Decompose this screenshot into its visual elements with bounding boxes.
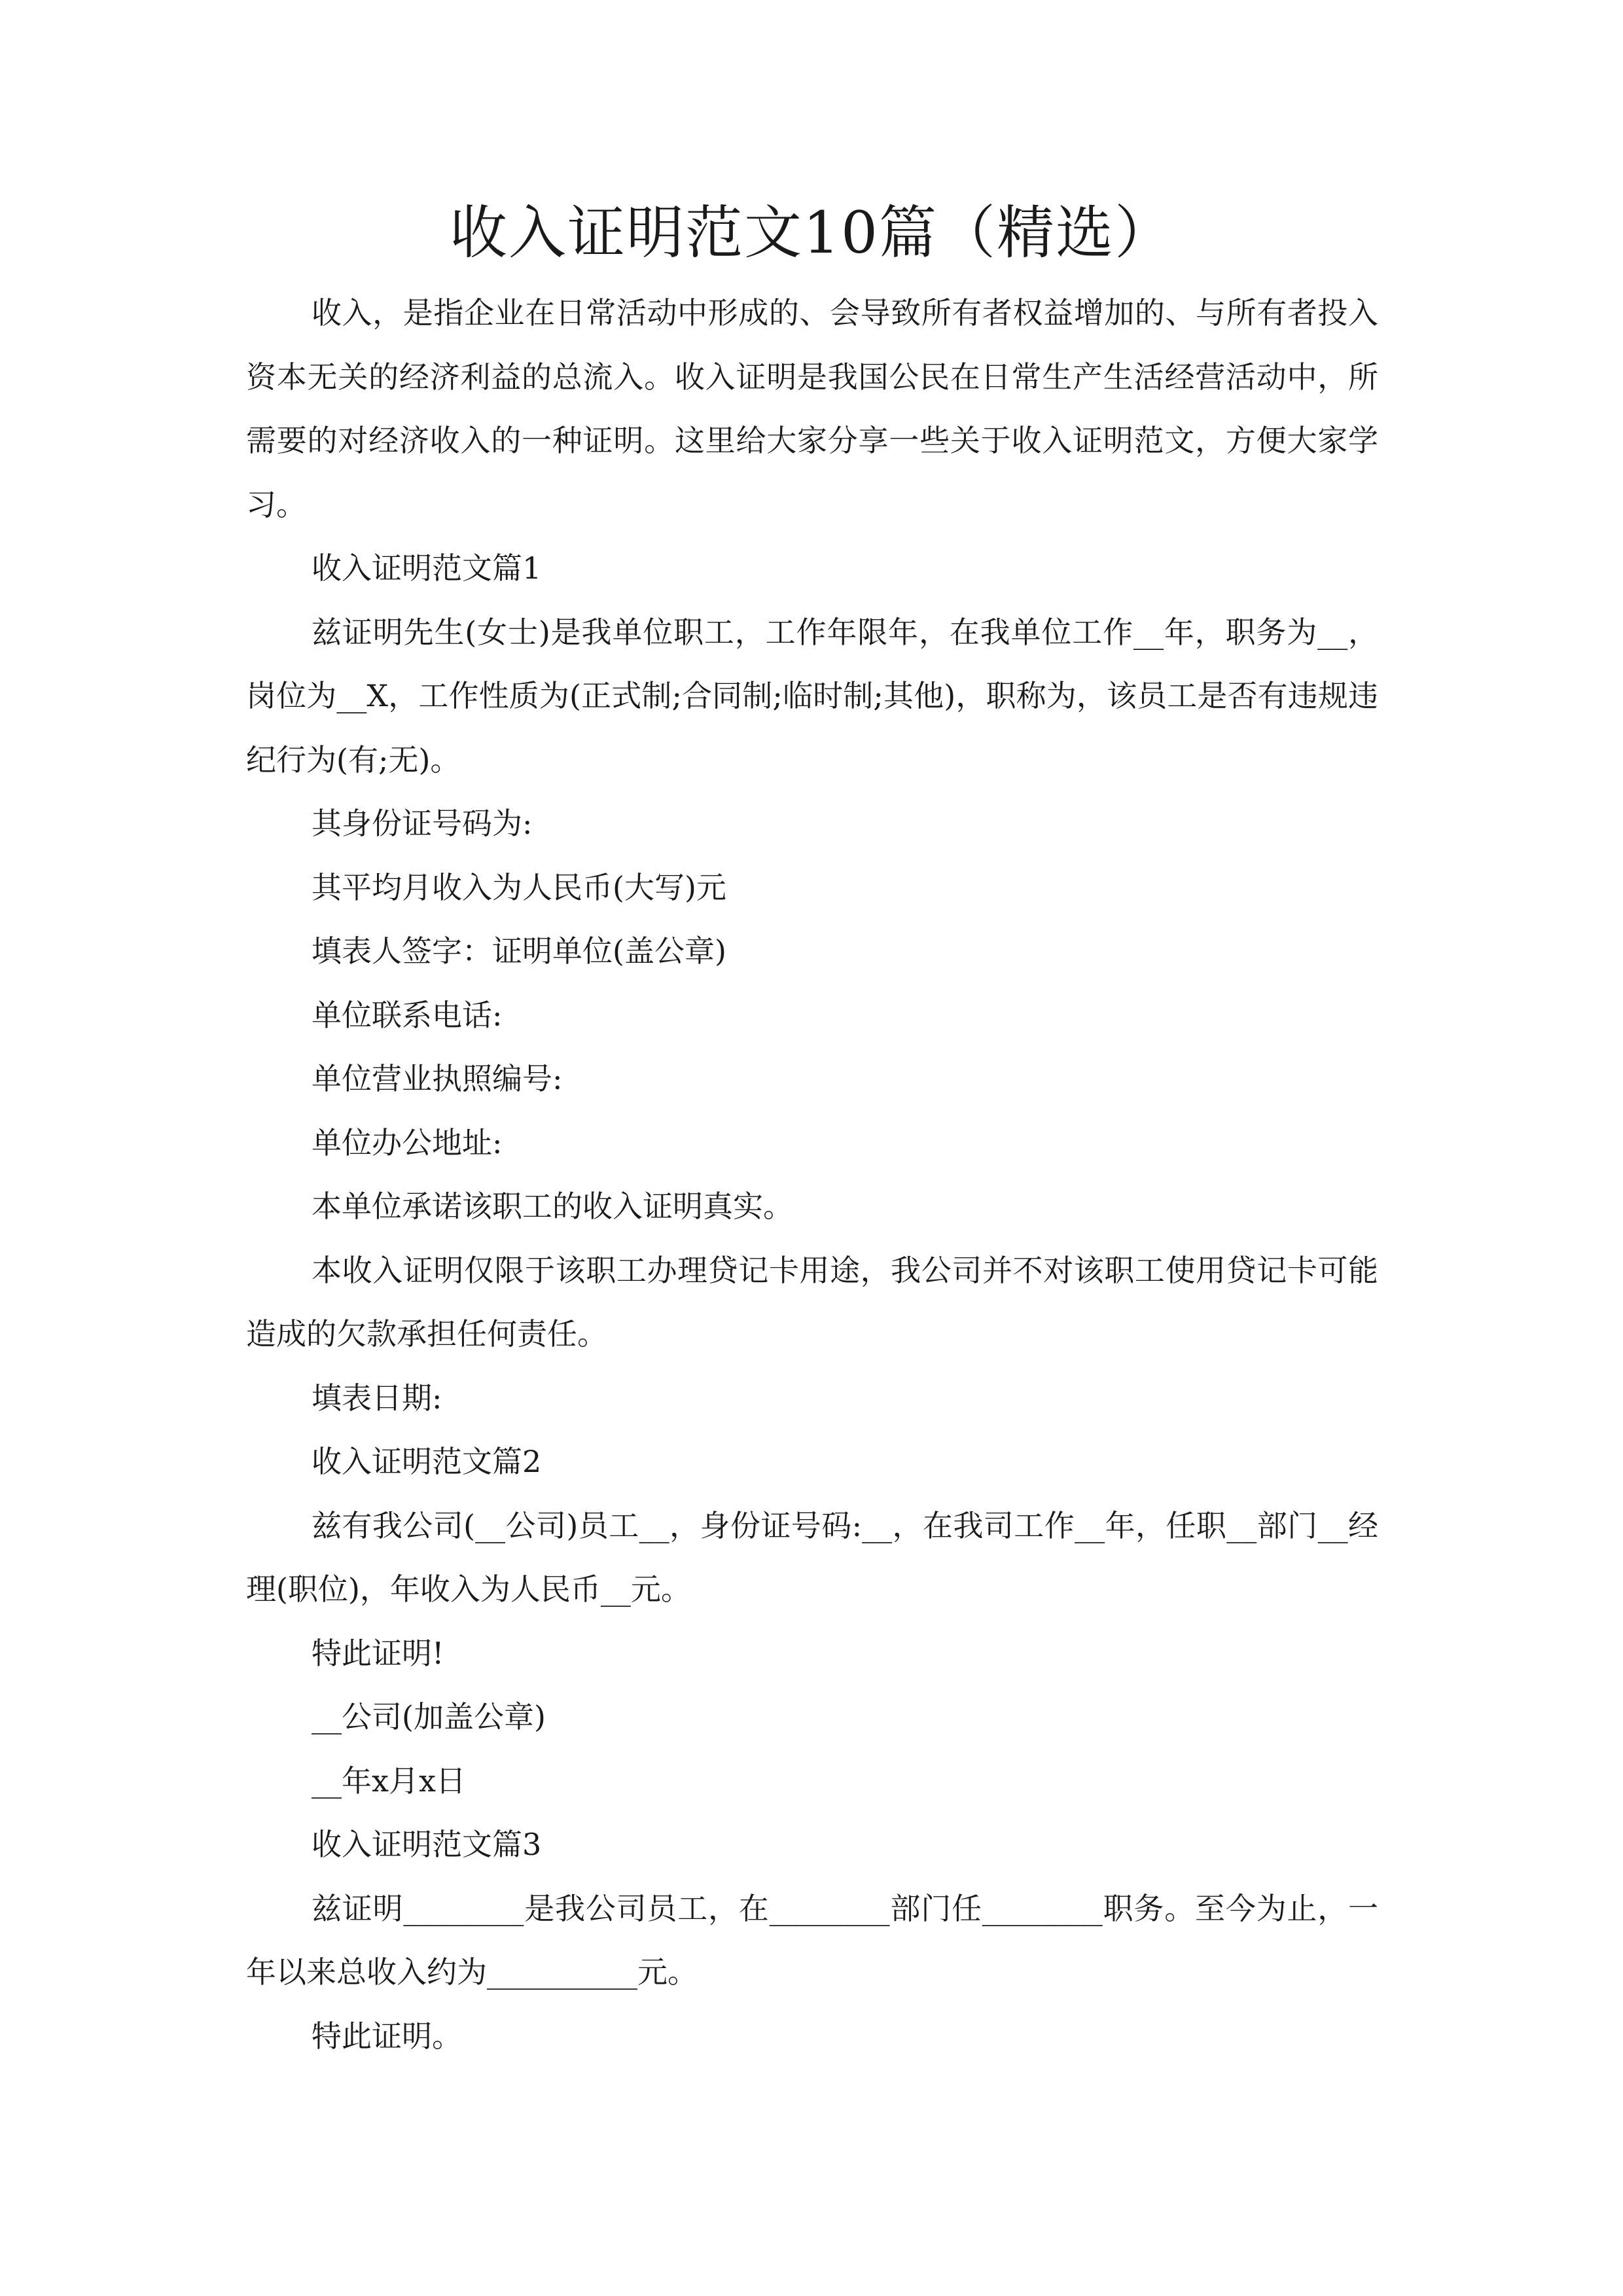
document-body	[246, 281, 1378, 2068]
paragraph: 其身份证号码为:	[312, 806, 533, 841]
section-heading-3: 收入证明范文篇3	[312, 1827, 542, 1862]
section-heading-2: 收入证明范文篇2	[312, 1444, 542, 1479]
paragraph: 单位联系电话:	[312, 997, 503, 1033]
paragraph: 本收入证明仅限于该职工办理贷记卡用途，我公司并不对该职工使用贷记卡可能造成的欠款承担任何责任。	[246, 1252, 1378, 1352]
paragraph: 其平均月收入为人民币(大写)元	[312, 869, 726, 905]
paragraph: __公司(加盖公章)	[312, 1699, 546, 1734]
paragraph: 特此证明。	[312, 2018, 462, 2054]
paragraph: 填表人签字：证明单位(盖公章)	[312, 933, 726, 969]
intro-paragraph: 收入，是指企业在日常活动中形成的、会导致所有者权益增加的、与所有者投入资本无关的经济利益的总流入。收入证明是我国公民在日常生产生活经营活动中，所需要的对经济收入的一种证明。这里给大家分享一些关于收入证明范文，方便大家学习。	[246, 295, 1378, 522]
paragraph: 单位办公地址:	[312, 1124, 503, 1160]
paragraph: 单位营业执照编号:	[312, 1061, 563, 1096]
paragraph: 兹有我公司(__公司)员工__，身份证号码:__，在我司工作__年，任职__部门__经理(职位)，年收入为人民币__元。	[246, 1507, 1378, 1607]
paragraph: 兹证明先生(女士)是我单位职工，工作年限年，在我单位工作__年，职务为__，岗位为__X，工作性质为(正式制;合同制;临时制;其他)，职称为，该员工是否有违规违纪行为(有;无)。	[246, 614, 1378, 778]
section-heading-1: 收入证明范文篇1	[312, 550, 542, 586]
paragraph: 填表日期:	[312, 1380, 442, 1416]
paragraph: 兹证明________是我公司员工，在________部门任________职务。至今为止，一年以来总收入约为__________元。	[246, 1890, 1378, 1990]
paragraph: __年x月x日	[312, 1763, 466, 1799]
paragraph: 本单位承诺该职工的收入证明真实。	[312, 1189, 793, 1224]
document-title: 收入证明范文10篇（精选）	[450, 199, 1173, 266]
paragraph: 特此证明!	[312, 1635, 444, 1671]
